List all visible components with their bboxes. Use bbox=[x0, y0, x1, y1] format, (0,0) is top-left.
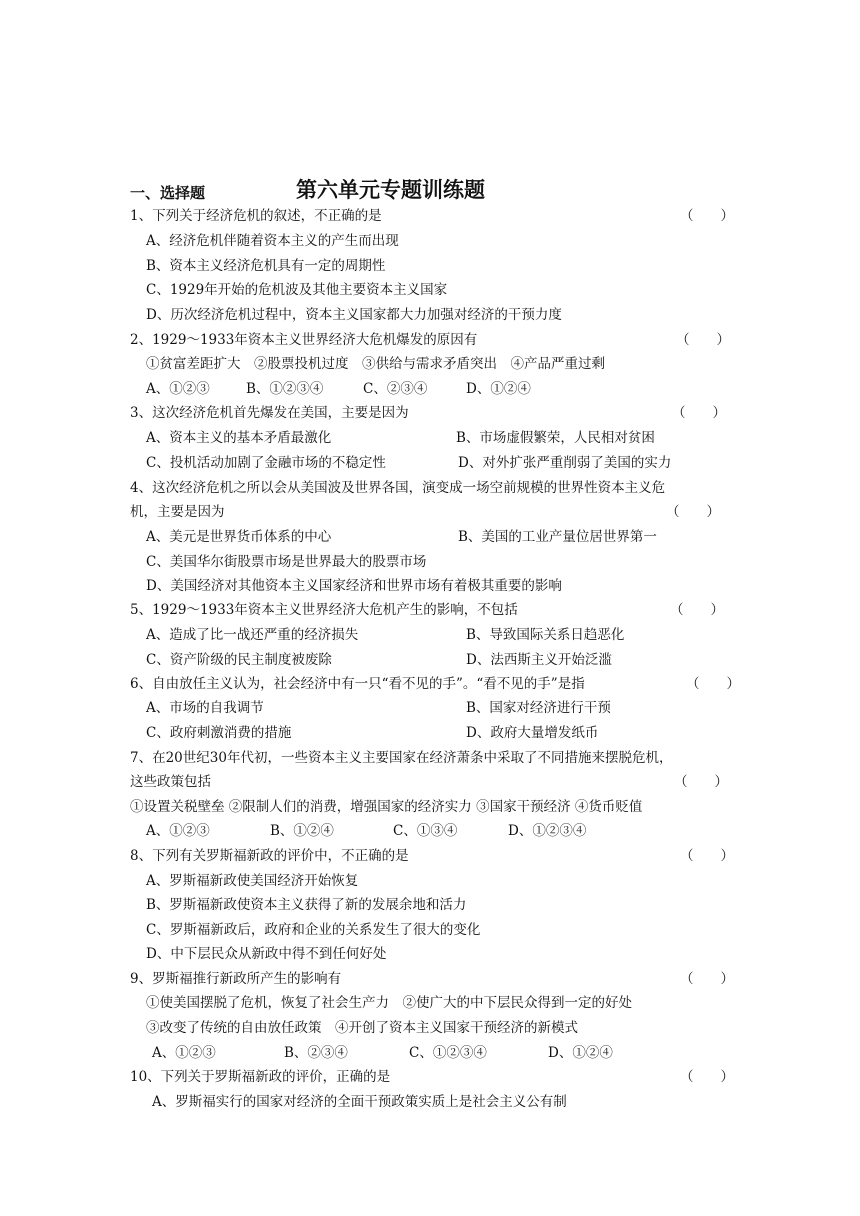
option: A、①②③ bbox=[146, 823, 210, 839]
statement-list: ①设置关税壁垒 ②限制人们的消费，增强国家的经济实力 ③国家干预经济 ④货币贬值 bbox=[130, 799, 643, 815]
option: D、法西斯主义开始泛滥 bbox=[466, 652, 612, 668]
question-stem: 3、这次经济危机首先爆发在美国，主要是因为 bbox=[130, 405, 409, 421]
question-stem: 7、在20世纪30年代初，一些资本主义主要国家在经济萧条中采取了不同措施来摆脱危机， bbox=[130, 750, 673, 766]
option: D、①②③④ bbox=[508, 823, 587, 839]
question-stem: 9、罗斯福推行新政所产生的影响有 bbox=[130, 971, 342, 987]
answer-blank: （ ） bbox=[672, 405, 726, 421]
option: B、罗斯福新政使资本主义获得了新的发展余地和活力 bbox=[146, 897, 467, 913]
statement-list: ①贫富差距扩大 ②股票投机过度 ③供给与需求矛盾突出 ④产品严重过剩 bbox=[146, 356, 605, 372]
option: D、①②④ bbox=[466, 381, 531, 397]
option: C、政府刺激消费的措施 bbox=[146, 725, 292, 741]
option: A、美元是世界货币体系的中心 bbox=[146, 529, 332, 545]
question-stem: 1、下列关于经济危机的叙述，不正确的是 bbox=[130, 208, 382, 224]
option: D、①②④ bbox=[548, 1045, 613, 1061]
section-label: 一、选择题 bbox=[130, 184, 206, 202]
option: A、造成了比一战还严重的经济损失 bbox=[146, 627, 359, 643]
question-stem: 6、自由放任主义认为，社会经济中有一只“看不见的手”。“看不见的手”是指 bbox=[130, 676, 585, 692]
page-title: 第六单元专题训练题 bbox=[296, 177, 485, 202]
option: A、经济危机伴随着资本主义的产生而出现 bbox=[146, 233, 399, 249]
option: C、②③④ bbox=[363, 381, 428, 397]
option: D、中下层民众从新政中得不到任何好处 bbox=[146, 946, 387, 962]
option: C、1929年开始的危机波及其他主要资本主义国家 bbox=[146, 282, 448, 298]
statement-list: ①使美国摆脱了危机，恢复了社会生产力 ②使广大的中下层民众得到一定的好处 bbox=[146, 995, 632, 1011]
answer-blank: （ ） bbox=[686, 676, 740, 692]
statement-list: ③改变了传统的自由放任政策 ④开创了资本主义国家干预经济的新模式 bbox=[146, 1020, 578, 1036]
answer-blank: （ ） bbox=[676, 332, 730, 348]
option: C、投机活动加剧了金融市场的不稳定性 bbox=[146, 455, 386, 471]
answer-blank: （ ） bbox=[670, 602, 724, 618]
option: A、资本主义的基本矛盾最激化 bbox=[146, 430, 332, 446]
question-stem: 5、1929～1933年资本主义世界经济大危机产生的影响，不包括 bbox=[130, 602, 518, 618]
question-stem: 8、下列有关罗斯福新政的评价中，不正确的是 bbox=[130, 848, 409, 864]
answer-blank: （ ） bbox=[680, 848, 734, 864]
option: A、①②③ bbox=[146, 381, 210, 397]
option: B、①②④ bbox=[270, 823, 334, 839]
option: C、资产阶级的民主制度被废除 bbox=[146, 652, 332, 668]
answer-blank: （ ） bbox=[674, 774, 728, 790]
option: A、市场的自我调节 bbox=[146, 700, 264, 716]
answer-blank: （ ） bbox=[680, 971, 734, 987]
answer-blank: （ ） bbox=[680, 208, 734, 224]
option: A、罗斯福新政使美国经济开始恢复 bbox=[146, 873, 359, 889]
answer-blank: （ ） bbox=[680, 1069, 734, 1085]
answer-blank: （ ） bbox=[666, 504, 720, 520]
option: C、罗斯福新政后，政府和企业的关系发生了很大的变化 bbox=[146, 922, 481, 938]
question-stem-continued: 这些政策包括 bbox=[130, 774, 211, 790]
option: C、①②③④ bbox=[409, 1045, 487, 1061]
option: D、历次经济危机过程中，资本主义国家都大力加强对经济的干预力度 bbox=[146, 307, 562, 323]
question-stem: 4、这次经济危机之所以会从美国波及世界各国，演变成一场空前规模的世界性资本主义危 bbox=[130, 480, 666, 496]
question-stem: 10、下列关于罗斯福新政的评价，正确的是 bbox=[130, 1069, 391, 1085]
option: B、导致国际关系日趋恶化 bbox=[466, 627, 625, 643]
option: B、资本主义经济危机具有一定的周期性 bbox=[146, 258, 386, 274]
option: B、市场虚假繁荣，人民相对贫困 bbox=[456, 430, 655, 446]
option: A、罗斯福实行的国家对经济的全面干预政策实质上是社会主义公有制 bbox=[152, 1094, 567, 1110]
option: B、①②③④ bbox=[246, 381, 324, 397]
option: B、国家对经济进行干预 bbox=[466, 700, 611, 716]
option: D、对外扩张严重削弱了美国的实力 bbox=[458, 455, 672, 471]
option: B、美国的工业产量位居世界第一 bbox=[458, 529, 657, 545]
question-stem: 2、1929～1933年资本主义世界经济大危机爆发的原因有 bbox=[130, 332, 478, 348]
option: B、②③④ bbox=[284, 1045, 348, 1061]
option: D、政府大量增发纸币 bbox=[466, 725, 599, 741]
option: C、①③④ bbox=[393, 823, 458, 839]
option: C、美国华尔街股票市场是世界最大的股票市场 bbox=[146, 554, 427, 570]
option: A、①②③ bbox=[152, 1045, 216, 1061]
question-stem-continued: 机，主要是因为 bbox=[130, 504, 225, 520]
option: D、美国经济对其他资本主义国家经济和世界市场有着极其重要的影响 bbox=[146, 578, 562, 594]
